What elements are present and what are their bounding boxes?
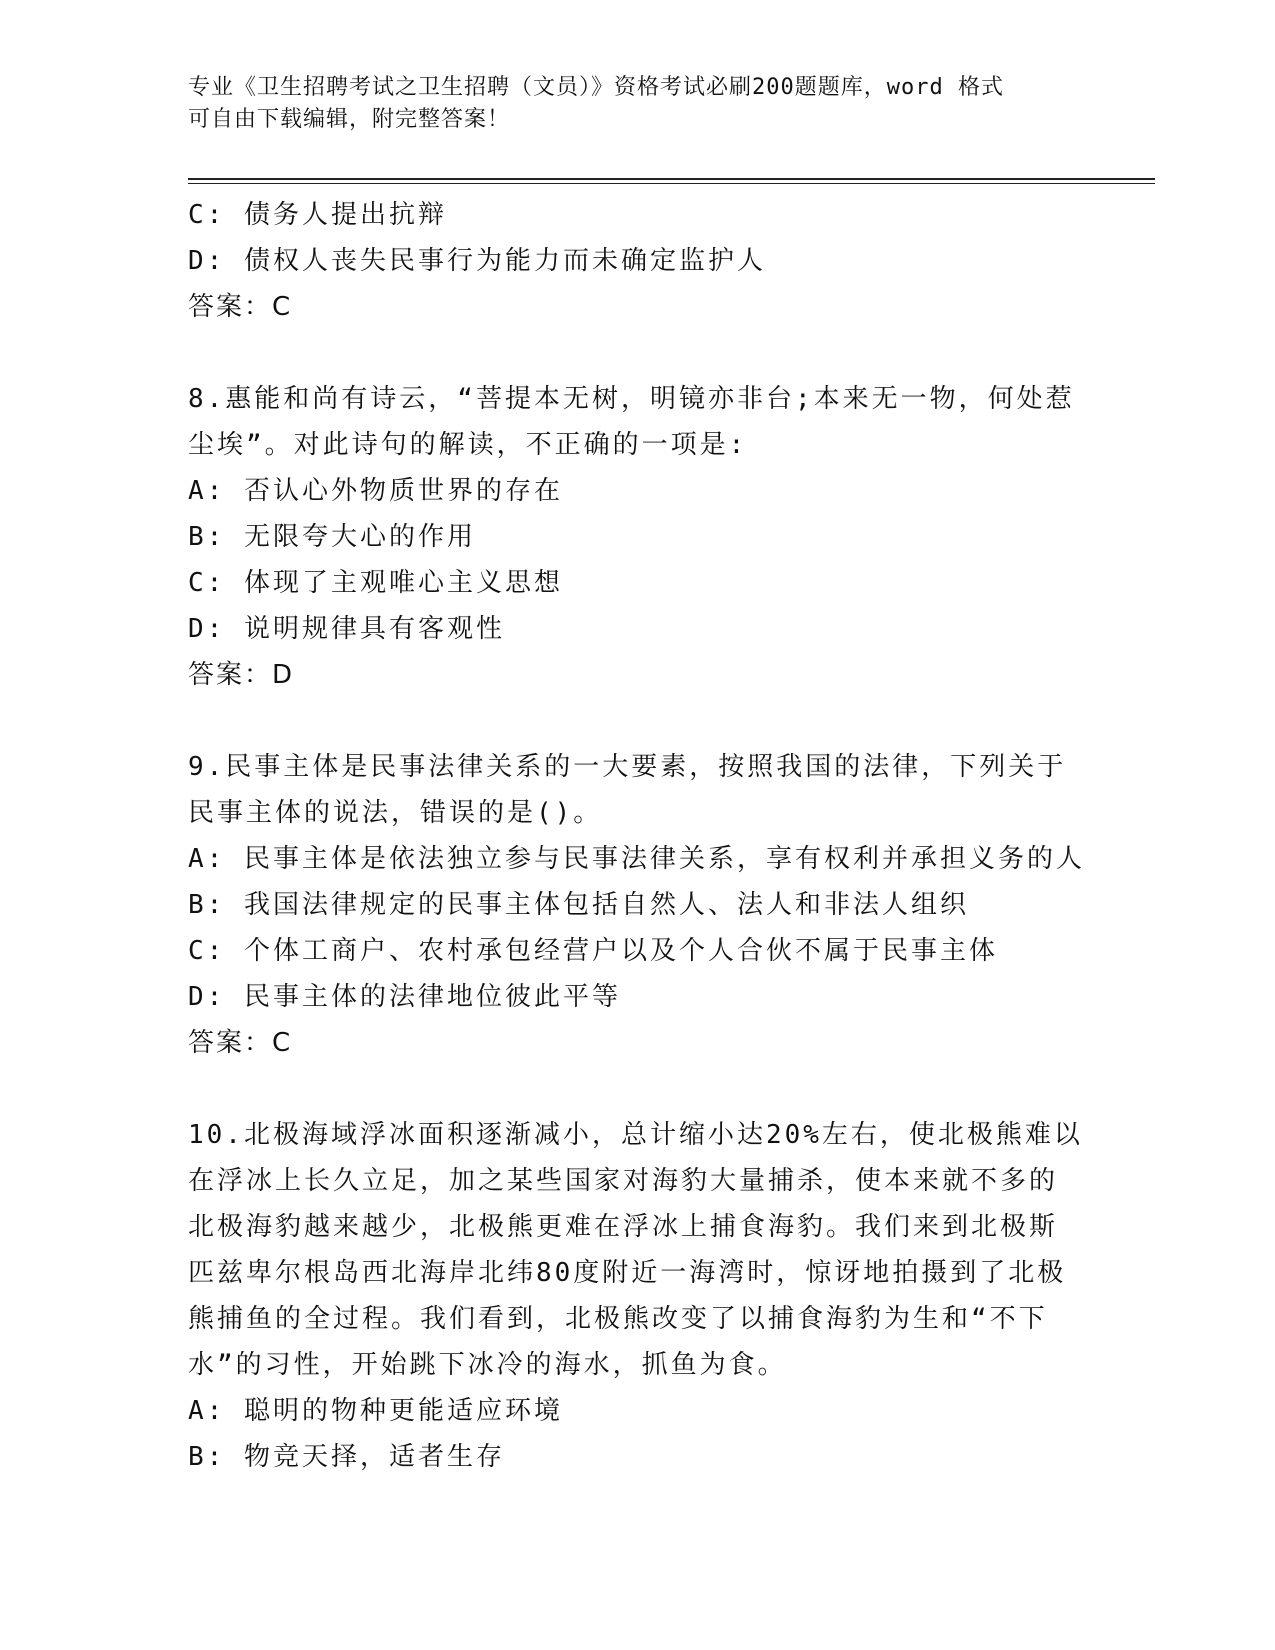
q7-option-d: D: 债权人丧失民事行为能力而未确定监护人 [188, 246, 766, 276]
question-8 [188, 376, 1088, 698]
q9-answer: 答案：C [188, 1028, 293, 1058]
q8-stem-line-2: 尘埃”。对此诗句的解读，不正确的一项是: [188, 430, 748, 460]
header-line-2: 可自由下载编辑，附完整答案！ [188, 107, 511, 132]
q9-option-a: A: 民事主体是依法独立参与民事法律关系，享有权利并承担义务的人 [188, 844, 1085, 874]
q10-stem-line-6: 水”的习性，开始跳下冰冷的海水，抓鱼为食。 [188, 1350, 787, 1380]
q10-stem-line-3: 北极海豹越来越少，北极熊更难在浮冰上捕食海豹。我们来到北极斯 [188, 1212, 1059, 1242]
q8-stem-line-1: 8.惠能和尚有诗云，“菩提本无树，明镜亦非台;本来无一物，何处惹 [188, 384, 1075, 414]
q10-stem-line-1: 10.北极海域浮冰面积逐渐减小，总计缩小达20%左右，使北极熊难以 [188, 1120, 1083, 1150]
page-header [188, 72, 1068, 136]
question-10 [188, 1112, 1088, 1480]
q10-option-a: A: 聪明的物种更能适应环境 [188, 1396, 563, 1426]
q8-option-d: D: 说明规律具有客观性 [188, 614, 505, 644]
question-content [188, 192, 1088, 1480]
spacer [188, 1066, 1088, 1112]
q10-stem-line-5: 熊捕鱼的全过程。我们看到，北极熊改变了以捕食海豹为生和“不下 [188, 1304, 1048, 1334]
q8-answer: 答案：D [188, 660, 295, 690]
q7-option-c: C: 债务人提出抗辩 [188, 200, 447, 230]
q9-stem-line-1: 9.民事主体是民事法律关系的一大要素，按照我国的法律，下列关于 [188, 752, 1067, 782]
header-divider [188, 178, 1155, 184]
question-9 [188, 744, 1088, 1066]
q7-answer: 答案：C [188, 292, 293, 322]
q9-stem-line-2: 民事主体的说法，错误的是()。 [188, 798, 603, 828]
spacer [188, 698, 1088, 744]
question-7-tail [188, 192, 1088, 330]
q10-stem-line-2: 在浮冰上长久立足，加之某些国家对海豹大量捕杀，使本来就不多的 [188, 1166, 1059, 1196]
q10-option-b: B: 物竞天择，适者生存 [188, 1442, 505, 1472]
q8-option-b: B: 无限夸大心的作用 [188, 522, 476, 552]
q9-option-c: C: 个体工商户、农村承包经营户以及个人合伙不属于民事主体 [188, 936, 998, 966]
q9-option-b: B: 我国法律规定的民事主体包括自然人、法人和非法人组织 [188, 890, 969, 920]
q10-stem-line-4: 匹兹卑尔根岛西北海岸北纬80度附近一海湾时，惊讶地拍摄到了北极 [188, 1258, 1067, 1288]
q8-option-a: A: 否认心外物质世界的存在 [188, 476, 563, 506]
spacer [188, 330, 1088, 376]
q9-option-d: D: 民事主体的法律地位彼此平等 [188, 982, 621, 1012]
header-line-1: 专业《卫生招聘考试之卫生招聘（文员）》资格考试必刷200题题库，word 格式 [188, 75, 1004, 100]
q8-option-c: C: 体现了主观唯心主义思想 [188, 568, 563, 598]
